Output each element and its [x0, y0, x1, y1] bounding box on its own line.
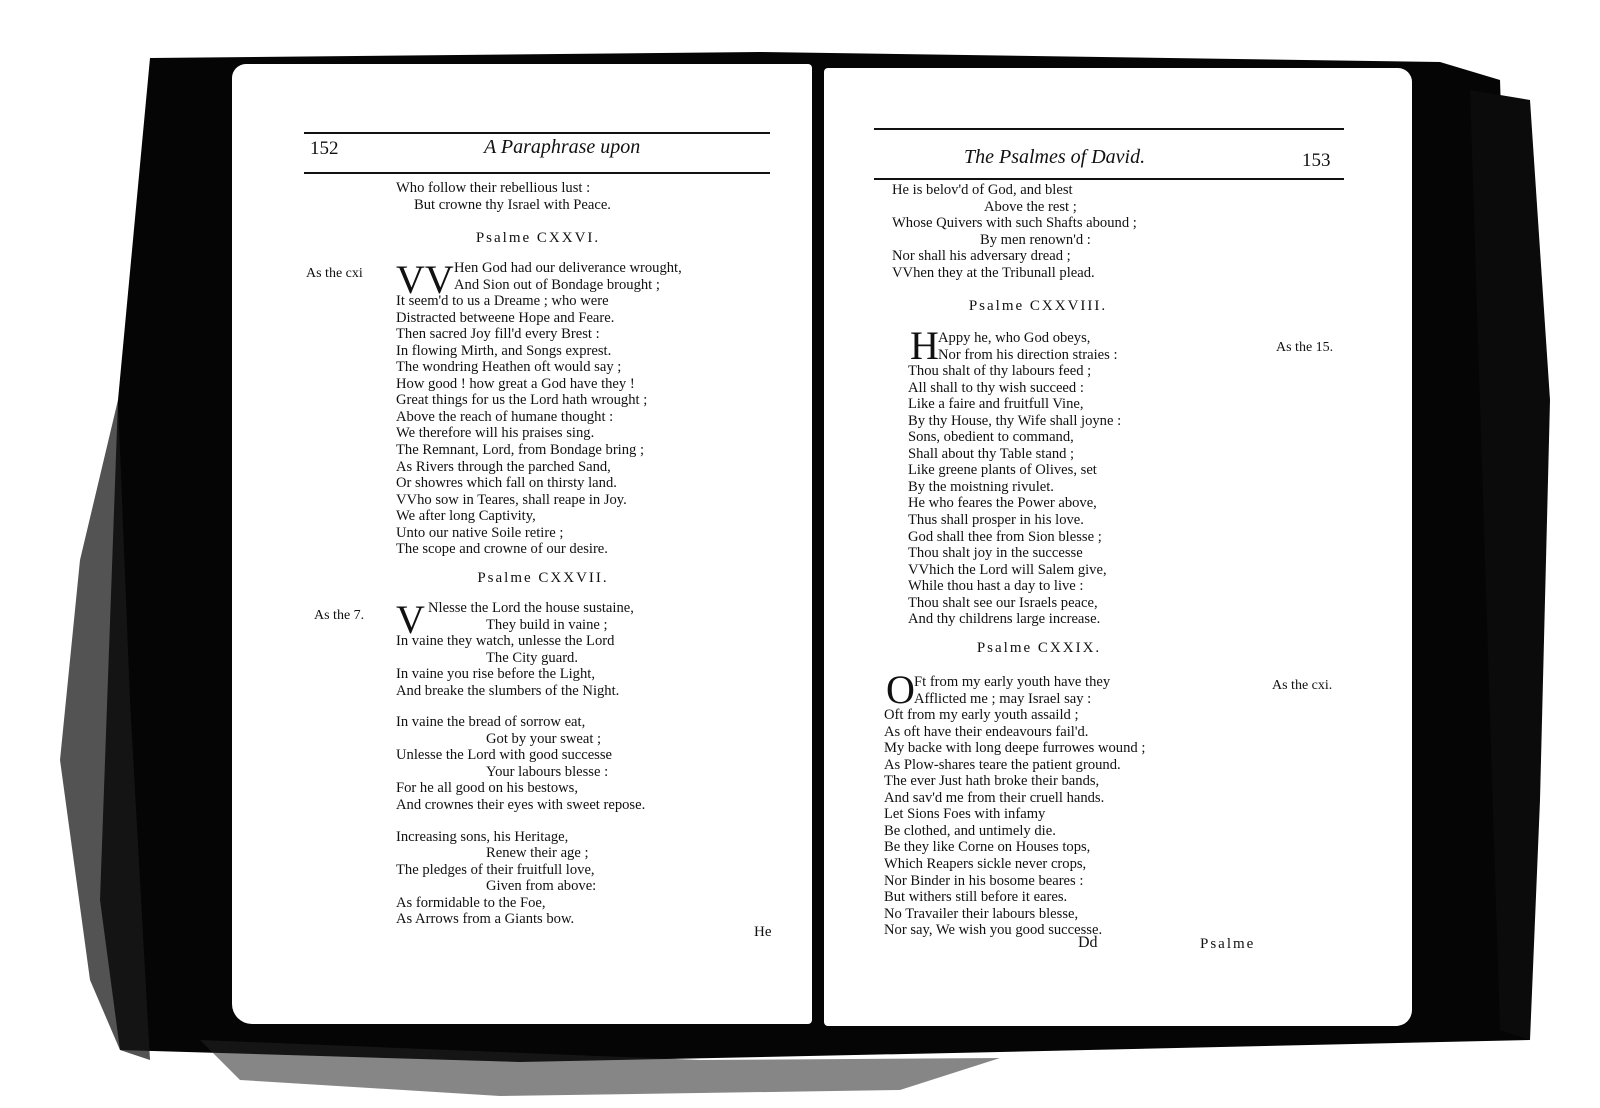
- psalm-129-tune-note: As the cxi.: [1272, 678, 1333, 693]
- page-number-right: 153: [1302, 150, 1331, 171]
- verse-line: And thy childrens large increase.: [908, 611, 1101, 628]
- verse-line: My backe with long deepe furrowes wound ;: [884, 740, 1146, 757]
- verse-line: Above the reach of humane thought :: [396, 408, 614, 425]
- verse-line: Oft from my early youth assaild ;: [884, 707, 1079, 724]
- psalm-128-text: [908, 323, 1122, 628]
- verse-line: While thou hast a day to live :: [908, 578, 1084, 595]
- verse-line: The pledges of their fruitfull love,: [396, 861, 595, 878]
- verse-line: Nor from his direction straies :: [938, 346, 1118, 363]
- verse-line: VVhich the Lord will Salem give,: [908, 561, 1107, 578]
- verse-line: And Sion out of Bondage brought ;: [454, 276, 660, 293]
- verse-line: Ft from my early youth have they: [914, 674, 1111, 690]
- carryover-line: Nor shall his adversary dread ;: [892, 248, 1071, 265]
- running-title-right: The Psalmes of David.: [964, 146, 1146, 168]
- psalm-128-tune-note: As the 15.: [1276, 340, 1334, 355]
- verse-line: VVho sow in Teares, shall reape in Joy.: [396, 491, 627, 508]
- verse-line: Renew their age ;: [486, 845, 589, 862]
- psalm-129-text: [884, 667, 1146, 939]
- verse-line: We therefore will his praises sing.: [396, 425, 595, 442]
- running-title-left: A Paraphrase upon: [484, 136, 641, 158]
- verse-line: As Arrows from a Giants bow.: [396, 911, 575, 928]
- verse-line: Distracted betweene Hope and Feare.: [396, 309, 615, 326]
- verse-line: Great things for us the Lord hath wrought ;: [396, 392, 648, 409]
- verse-line: Given from above:: [486, 878, 597, 895]
- verse-line: God shall thee from Sion blesse ;: [908, 528, 1102, 545]
- verse-line: Or showres which fall on thirsty land.: [396, 475, 617, 492]
- header-rule-bottom-right: [874, 178, 1344, 180]
- verse-line: Like a faire and fruitfull Vine,: [908, 396, 1084, 413]
- verse-line: The ever Just hath broke their bands,: [884, 773, 1100, 790]
- verse-line: Let Sions Foes with infamy: [884, 806, 1046, 823]
- carryover-stanza-right: [892, 182, 1137, 281]
- verse-line: Sons, obedient to command,: [908, 429, 1074, 446]
- verse-line: No Travailer their labours blesse,: [884, 905, 1079, 922]
- stanza-gap: [396, 814, 645, 829]
- verse-line: By the moistning rivulet.: [908, 478, 1054, 495]
- verse-line: Shall about thy Table stand ;: [908, 445, 1075, 462]
- carryover-stanza-left: [396, 180, 611, 213]
- verse-line: Nor Binder in his bosome beares :: [884, 872, 1084, 889]
- stanza-gap: [396, 699, 645, 714]
- psalm-126-initial: VV: [396, 257, 454, 302]
- psalm-127-text: [396, 597, 646, 928]
- verse-line: Be they like Corne on Houses tops,: [884, 839, 1091, 856]
- verse-line: How good ! how great a God have they !: [396, 375, 635, 392]
- carryover-line: Who follow their rebellious lust :: [396, 180, 591, 196]
- header-rule-top-right: [874, 128, 1344, 130]
- verse-line: Be clothed, and untimely die.: [884, 822, 1056, 839]
- verse-line: By thy House, thy Wife shall joyne :: [908, 412, 1122, 429]
- verse-line: The scope and crowne of our desire.: [396, 541, 608, 558]
- verse-line: In vaine they watch, unlesse the Lord: [396, 633, 615, 650]
- verse-line: The Remnant, Lord, from Bondage bring ;: [396, 442, 645, 459]
- psalm-128-initial: H: [910, 323, 939, 368]
- verse-line: We after long Captivity,: [396, 508, 536, 525]
- verse-line: They build in vaine ;: [486, 616, 608, 633]
- psalm-129-title: Psalme CXXIX.: [976, 640, 1102, 656]
- verse-line: And crownes their eyes with sweet repose.: [396, 797, 646, 814]
- header-rule-top-left: [304, 132, 770, 134]
- verse-line: But withers still before it eares.: [884, 889, 1068, 906]
- verse-line: All shall to thy wish succeed :: [908, 379, 1084, 396]
- verse-line: In flowing Mirth, and Songs exprest.: [396, 342, 612, 359]
- carryover-line: He is belov'd of God, and blest: [892, 182, 1073, 198]
- psalm-127-tune-note: As the 7.: [314, 608, 365, 623]
- signature-mark: Dd: [1078, 934, 1098, 951]
- verse-line: Got by your sweat ;: [486, 730, 602, 747]
- verse-line: In vaine the bread of sorrow eat,: [396, 714, 586, 731]
- verse-line: The wondring Heathen oft would say ;: [396, 359, 622, 376]
- verse-line: The City guard.: [486, 649, 579, 666]
- catchword-right: Psalme: [1200, 936, 1256, 952]
- verse-line: Increasing sons, his Heritage,: [396, 828, 569, 845]
- verse-line: As Rivers through the parched Sand,: [396, 458, 611, 475]
- psalm-129-initial: O: [886, 667, 915, 712]
- verse-line: Thou shalt joy in the successe: [908, 545, 1083, 562]
- page-number-left: 152: [310, 138, 339, 159]
- header-rule-bottom-left: [304, 172, 770, 174]
- verse-line: Your labours blesse :: [486, 763, 609, 780]
- verse-line: Unto our native Soile retire ;: [396, 524, 564, 541]
- verse-line: And sav'd me from their cruell hands.: [884, 789, 1105, 806]
- psalm-126-title: Psalme CXXVI.: [475, 230, 601, 246]
- verse-line: Then sacred Joy fill'd every Brest :: [396, 326, 600, 343]
- catchword-left: He: [754, 924, 772, 940]
- carryover-line: Above the rest ;: [984, 198, 1077, 215]
- psalm-126-text: [396, 257, 682, 558]
- psalm-127-initial: V: [396, 597, 425, 642]
- right-page: [824, 68, 1412, 1026]
- psalm-126-tune-note: As the cxi: [306, 266, 363, 281]
- verse-line: Nor say, We wish you good successe.: [884, 922, 1103, 939]
- verse-line: As Plow-shares teare the patient ground.: [884, 756, 1121, 773]
- verse-line: As oft have their endeavours fail'd.: [884, 723, 1089, 740]
- verse-line: Thou shalt see our Israels peace,: [908, 594, 1098, 611]
- carryover-line: Whose Quivers with such Shafts abound ;: [892, 215, 1137, 232]
- verse-line: In vaine you rise before the Light,: [396, 666, 595, 683]
- verse-line: Afflicted me ; may Israel say :: [914, 690, 1092, 707]
- verse-line: Nlesse the Lord the house sustaine,: [428, 600, 634, 616]
- verse-line: Thou shalt of thy labours feed ;: [908, 363, 1092, 380]
- verse-line: He who feares the Power above,: [908, 495, 1097, 512]
- psalm-127-title: Psalme CXXVII.: [477, 570, 609, 586]
- verse-line: Appy he, who God obeys,: [938, 330, 1091, 346]
- carryover-line: VVhen they at the Tribunall plead.: [892, 264, 1095, 281]
- verse-line: It seem'd to us a Dreame ; who were: [396, 293, 609, 310]
- left-page: [232, 64, 812, 1024]
- carryover-line: But crowne thy Israel with Peace.: [414, 196, 611, 213]
- verse-line: As formidable to the Foe,: [396, 894, 546, 911]
- verse-line: Hen God had our deliverance wrought,: [454, 260, 682, 276]
- verse-line: And breake the slumbers of the Night.: [396, 682, 620, 699]
- verse-line: For he all good on his bestows,: [396, 780, 579, 797]
- psalm-128-title: Psalme CXXVIII.: [968, 298, 1108, 314]
- verse-line: Which Reapers sickle never crops,: [884, 856, 1087, 873]
- verse-line: Thus shall prosper in his love.: [908, 512, 1084, 529]
- verse-line: Like greene plants of Olives, set: [908, 462, 1097, 479]
- carryover-line: By men renown'd :: [980, 231, 1091, 248]
- verse-line: Unlesse the Lord with good successe: [396, 747, 613, 764]
